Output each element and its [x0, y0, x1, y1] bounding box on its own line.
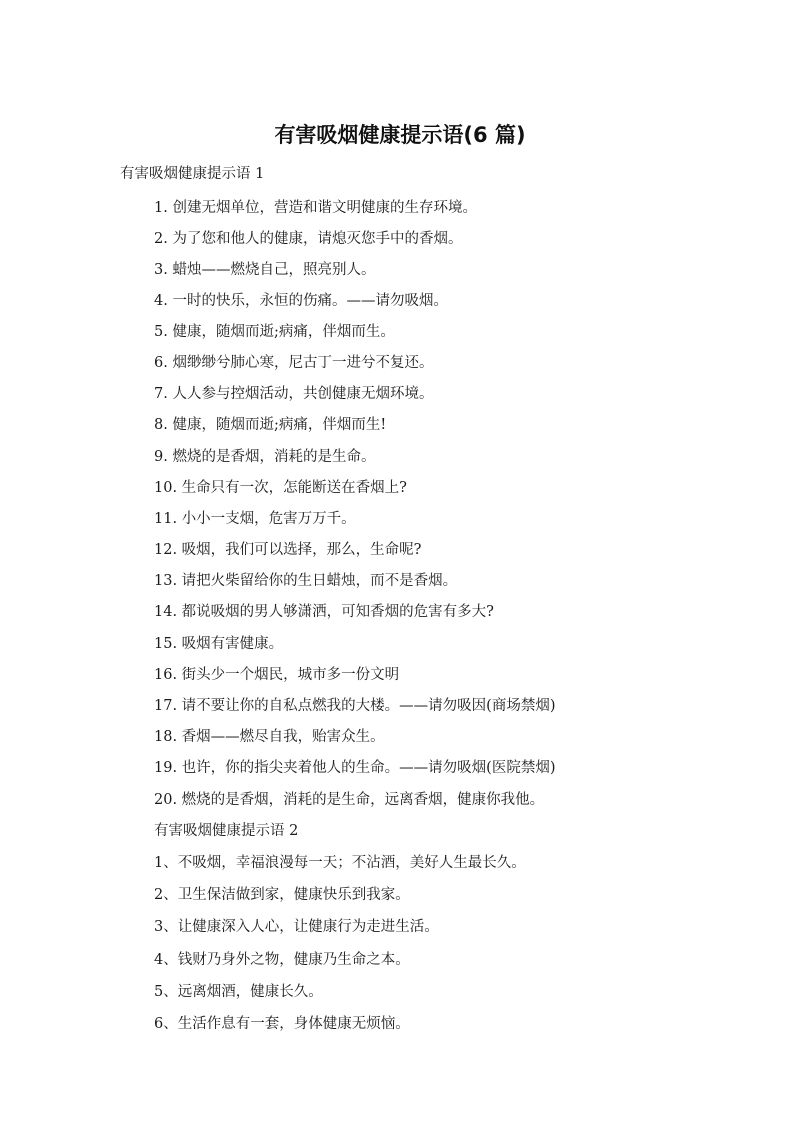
list-item: 3. 蜡烛——燃烧自己，照亮别人。 [154, 262, 376, 278]
list-item: 2. 为了您和他人的健康，请熄灭您手中的香烟。 [154, 231, 463, 247]
list-item: 5、远离烟酒，健康长久。 [154, 984, 323, 1000]
list-item: 8. 健康，随烟而逝;病痛，伴烟而生! [154, 417, 387, 433]
list-item: 18. 香烟——燃尽自我，贻害众生。 [154, 729, 385, 745]
list-item: 10. 生命只有一次，怎能断送在香烟上? [154, 480, 407, 496]
list-item: 11. 小小一支烟，危害万万千。 [154, 511, 356, 527]
list-item: 6. 烟缈缈兮肺心寒，尼古丁一进兮不复还。 [154, 355, 434, 371]
list-item: 20. 燃烧的是香烟，消耗的是生命，远离香烟，健康你我他。 [154, 792, 545, 808]
list-item: 3、让健康深入人心，让健康行为走进生活。 [154, 919, 439, 935]
list-item: 4. 一时的快乐，永恒的伤痛。——请勿吸烟。 [154, 293, 448, 309]
list-item: 17. 请不要让你的自私点燃我的大楼。——请勿吸因(商场禁烟) [154, 698, 556, 714]
list-item: 1、不吸烟，幸福浪漫每一天；不沾酒，美好人生最长久。 [154, 855, 526, 871]
list-item: 5. 健康，随烟而逝;病痛，伴烟而生。 [154, 324, 395, 340]
document-title: 有害吸烟健康提示语(6 篇) [274, 123, 526, 147]
list-item: 9. 燃烧的是香烟，消耗的是生命。 [154, 449, 376, 465]
list-item: 2、卫生保洁做到家，健康快乐到我家。 [154, 887, 410, 903]
list-item: 6、生活作息有一套，身体健康无烦恼。 [154, 1016, 410, 1032]
section-heading-2: 有害吸烟健康提示语 2 [154, 823, 299, 839]
list-item: 13. 请把火柴留给你的生日蜡烛，而不是香烟。 [154, 573, 458, 589]
section-heading-1: 有害吸烟健康提示语 1 [120, 166, 265, 182]
list-item: 14. 都说吸烟的男人够潇洒，可知香烟的危害有多大? [154, 604, 494, 620]
list-item: 4、钱财乃身外之物，健康乃生命之本。 [154, 952, 410, 968]
list-item: 15. 吸烟有害健康。 [154, 636, 284, 652]
list-item: 1. 创建无烟单位，营造和谐文明健康的生存环境。 [154, 200, 477, 216]
list-item: 16. 街头少一个烟民，城市多一份文明 [154, 667, 400, 683]
list-item: 12. 吸烟，我们可以选择，那么，生命呢? [154, 542, 422, 558]
list-item: 19. 也许，你的指尖夹着他人的生命。——请勿吸烟(医院禁烟) [154, 760, 556, 776]
list-item: 7. 人人参与控烟活动，共创健康无烟环境。 [154, 386, 434, 402]
